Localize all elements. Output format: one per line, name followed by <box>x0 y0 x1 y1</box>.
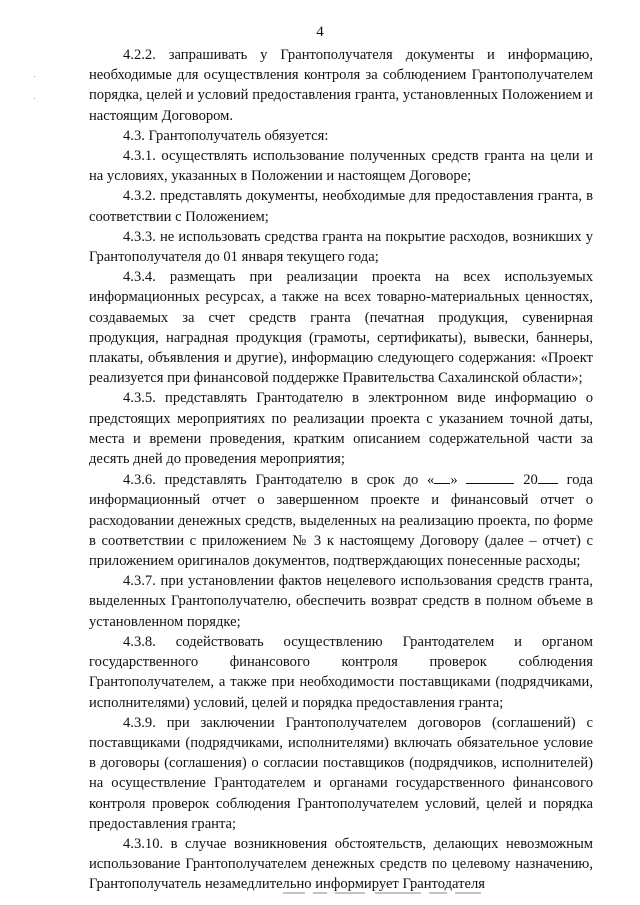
scan-bleed-through <box>283 889 493 897</box>
paragraph-4-3-10: 4.3.10. в случае возникновения обстоятельств, делающих невозможным использование Грантополучателем денежных средств по целевому назначению, Грантополучатель незамедлительно информирует Грантодателя <box>89 835 593 893</box>
paragraph-4-3-5: 4.3.5. представлять Грантодателю в электронном виде информацию о предстоящих мероприятиях по реализации проекта с указанием точной даты, места и времени проведения, кратким описанием содержательной части за десять дней до проведения мероприятия; <box>89 390 593 468</box>
paragraph-4-3-4: 4.3.4. размещать при реализации проекта на всех используемых информационных ресурсах, а также на всех товарно-материальных ценностях, создаваемых за счет средств гранта (печатная продукция, сувенирная продукция, наградная продукция (грамоты, сертификаты), вывески, баннеры, плакаты, объявления и другие), информацию следующего содержания: «Проект реализуется при финансовой поддержке Правительства Сахалинской области»; <box>89 269 593 387</box>
margin-speck <box>34 98 35 99</box>
paragraph-4-2-2: 4.2.2. запрашивать у Грантополучателя документы и информацию, необходимые для осуществления контроля за соблюдением Грантополучателем порядка, целей и условий предоставления гранта, установленных Положением и настоящим Договором. <box>89 47 593 124</box>
paragraph-4-3: 4.3. Грантополучатель обязуется: <box>123 127 329 144</box>
paragraph-4-3-2: 4.3.2. представлять документы, необходимые для предоставления гранта, в соответствии с Положением; <box>89 188 593 225</box>
month-blank-line <box>466 469 514 484</box>
paragraph-4-3-7: 4.3.7. при установлении фактов нецелевого использования средств гранта, выделенных Грантополучателю, обеспечить возврат средств в полном объеме в установленном порядке; <box>89 573 593 630</box>
paragraph-4-3-1: 4.3.1. осуществлять использование полученных средств гранта на цели и на условиях, указанных в Положении и настоящем Договоре; <box>89 148 593 185</box>
paragraph-4-3-6 <box>89 469 593 571</box>
margin-speck <box>34 76 35 77</box>
year-prefix: 20 <box>523 472 538 489</box>
day-blank-line <box>434 469 450 484</box>
paragraph-4-3-9: 4.3.9. при заключении Грантополучателем договоров (соглашений) с поставщиками (подрядчиками, исполнителями) включать обязательное условие в договоры (соглашения) о согласии поставщиков (подрядчиков, исполнителей) на осуществление Грантодателем и органами государственного финансового контроля проверок соблюдения Грантополучателем условий, целей и порядка предоставления гранта; <box>89 714 593 832</box>
paragraph-4-3-6-rest: года информационный отчет о завершенном проекте и финансовый отчет о расходовании денежных средств, выделенных на реализацию проекта, по форме в соответствии с приложением № 3 к настоящему Договору (далее – отчет) с приложением оригиналов документов, подтверждающих понесенные расходы; <box>89 472 593 570</box>
paragraph-4-3-3: 4.3.3. не использовать средства гранта на покрытие расходов, возникших у Грантополучателя до 01 января текущего года; <box>89 228 593 266</box>
page-number: 4 <box>316 24 324 40</box>
year-blank-line <box>538 469 558 484</box>
paragraph-4-3-6-lead: 4.3.6. представлять Грантодателю в срок до « <box>123 472 435 489</box>
document-body <box>89 45 593 895</box>
date-quote-close: » <box>450 472 458 489</box>
paragraph-4-3-8: 4.3.8. содействовать осуществлению Грантодателем и органом государственного финансового контроля проверок соблюдения Грантополучателем, а также при необходимости поставщиками (подрядчиками, исполнителями) условий, целей и порядка предоставления гранта; <box>89 633 593 711</box>
